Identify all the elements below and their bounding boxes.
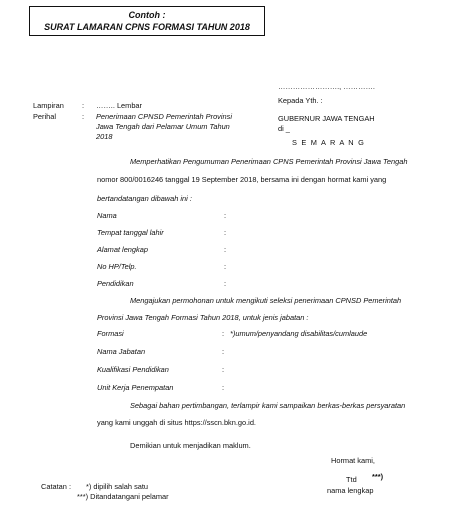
perihal-label: Perihal [33,112,57,121]
field-label-formasi: Formasi [97,329,124,338]
note-line: ***) Ditandatangani pelamar [77,492,169,501]
field-label-pendidikan: Pendidikan [97,279,134,288]
field-colon: : [224,279,227,288]
field-label-hp: No HP/Telp. [97,262,137,271]
apply-line: Mengajukan permohonan untuk mengikuti seleksi penerimaan CPNSD Pemerintah [130,296,402,305]
kepada-label: Kepada Yth. : [278,96,323,105]
field-label-jabatan: Nama Jabatan [97,347,146,356]
field-colon: : [222,329,225,338]
perihal-line: 2018 [96,132,113,141]
field-label-alamat: Alamat lengkap [97,245,148,254]
intro-line: nomor 800/0016246 tanggal 19 September 2018, bersama ini dengan hormat kami yang [97,175,387,184]
formasi-value: *)umum/penyandang disabilitas/cumlaude [230,329,368,338]
field-colon: : [224,262,227,271]
regards: Hormat kami, [331,456,375,465]
addressee: GUBERNUR JAWA TENGAH [278,114,375,123]
perihal-line: Jawa Tengah dari Pelamar Umum Tahun [96,122,230,131]
notes-label: Catatan : [41,482,71,491]
apply-line: Provinsi Jawa Tengah Formasi Tahun 2018, untuk jenis jabatan : [97,313,309,322]
intro-line: Memperhatikan Pengumuman Penerimaan CPNS Pemerintah Provinsi Jawa Tengah [130,157,408,166]
perihal-line: Penerimaan CPNSD Pemerintah Provinsi [96,112,232,121]
closing-line: Demikian untuk menjadikan maklum. [130,441,251,450]
field-label-nama: Nama [97,211,117,220]
field-label-kualifikasi: Kualifikasi Pendidikan [97,365,169,374]
field-colon: : [222,365,225,374]
field-colon: : [224,211,227,220]
field-label-unit: Unit Kerja Penempatan [97,383,174,392]
field-colon: : [224,228,227,237]
ttd: Ttd [346,475,357,484]
field-colon: : [222,347,225,356]
intro-line: bertandatangan dibawah ini : [97,194,192,203]
consider-line: Sebagai bahan pertimbangan, terlampir kami sampaikan berkas-berkas persyaratan [130,401,406,410]
field-label-ttl: Tempat tanggal lahir [97,228,164,237]
lampiran-value: …….. Lembar [96,101,143,110]
di-label: di _ [278,124,290,133]
consider-line: yang kami unggah di situs https://sscn.bkn.go.id. [97,418,256,427]
signer-name: nama lengkap [327,486,374,495]
field-colon: : [222,383,225,392]
letter-title: SURAT LAMARAN CPNS FORMASI TAHUN 2018 [44,21,250,32]
date-line: ……………………., …………. [278,82,375,91]
lampiran-colon: : [82,101,85,110]
lampiran-label: Lampiran [33,101,64,110]
title-box [29,6,265,36]
city: S E M A R A N G [292,138,366,147]
example-label: Contoh : [128,10,166,20]
note-line: *) dipilih salah satu [86,482,149,491]
field-colon: : [224,245,227,254]
perihal-colon: : [82,112,85,121]
ttd-note: ***) [372,472,384,481]
